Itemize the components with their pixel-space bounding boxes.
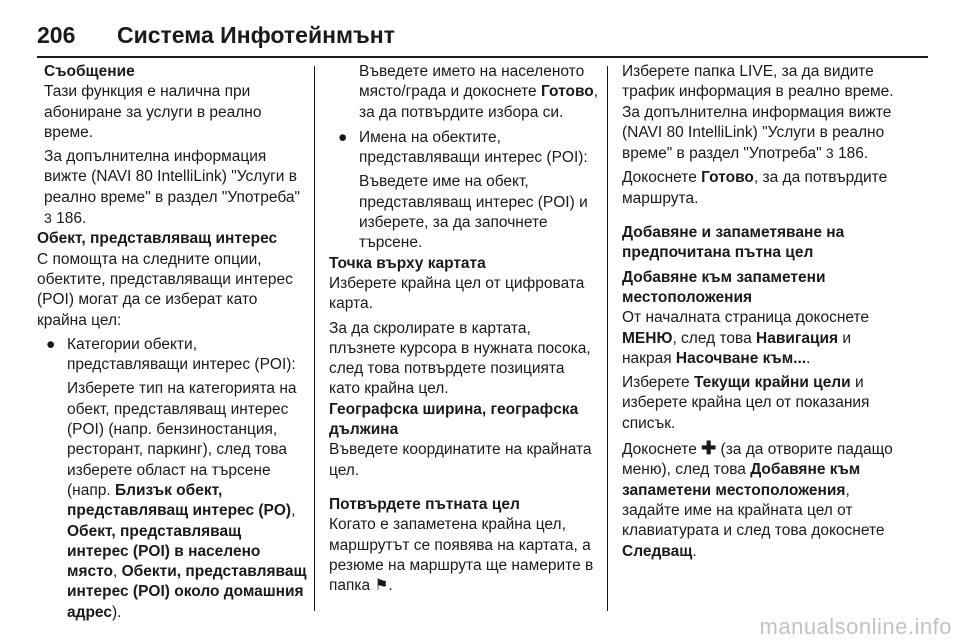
column-1 [37, 62, 307, 623]
text: и изберете крайна цел от показания списък. [622, 374, 870, 432]
current-destinations-label: Текущи крайни цели [693, 374, 851, 392]
paragraph [622, 168, 897, 209]
section-heading-confirm: Потвърдете пътната цел [329, 495, 520, 513]
done-label: Готово [541, 83, 594, 101]
bullet-title: Имена на обектите, представляващи интерес (POI): [359, 128, 588, 167]
page-header [37, 22, 395, 56]
paragraph: Изберете крайна цел от цифровата карта. [329, 274, 585, 313]
paragraph [622, 438, 897, 562]
flag-icon: ⚑ [374, 577, 389, 595]
text: Изберете тип на категорията на обект, представляващ интерес (POI) (напр. бензиностанция, ресторант, паркинг), след това изберете област на търсене (напр. [67, 380, 297, 499]
paragraph: За да скролирате в картата, плъзнете курсора в нужната посока, след това потвърдете позицията като крайна цел. [329, 319, 591, 398]
text: Въведете името на населеното място/града и докоснете [359, 63, 585, 101]
text: Изберете папка LIVE, за да видите трафик информация в реално време. За допълнителна информация вижте (NAVI 80 IntelliLink) "Услуги в реално време" в раздел "Употреба" [622, 63, 894, 163]
section-heading-map-point: Точка върху картата [329, 254, 486, 272]
bullet-continuation [329, 62, 599, 123]
paragraph [622, 373, 897, 434]
paragraph: Въведете координатите на крайната цел. [329, 441, 592, 479]
option-city: Обект, представляващ интерес (POI) в населено място [67, 522, 261, 581]
text: От началната страница докоснете [622, 309, 870, 327]
bullet-item [37, 335, 307, 623]
paragraph [622, 308, 897, 369]
section-heading-favourite: Добавяне и запаметяване на предпочитана пътна цел [622, 224, 845, 262]
text: Докоснете [622, 441, 702, 459]
text: ). [111, 603, 122, 621]
destination-label: Насочване към... [675, 349, 807, 367]
bullet-dot-icon: ● [338, 128, 348, 146]
text: . [388, 577, 393, 595]
bullet-item [329, 128, 599, 254]
paragraph [622, 62, 897, 164]
next-label: Следващ [622, 542, 693, 560]
bullet-title: Категории обекти, представляващи интерес (POI): [67, 335, 296, 374]
text: , задайте име на крайната цел от клавиатурата и след това докоснете [622, 481, 885, 540]
text: , след това [672, 329, 757, 347]
paragraph: Тази функция е налична при абониране за услуги в реално време. [44, 83, 262, 141]
navigation-label: Навигация [756, 329, 839, 347]
column-divider-1 [314, 66, 315, 611]
text: , за да потвърдите маршрута. [622, 169, 888, 207]
bullet-text: Въведете име на обект, представляващ интерес (POI) и изберете, за да започнете търсене. [359, 173, 588, 252]
text: Докоснете [622, 169, 702, 187]
text: 186. [51, 210, 87, 228]
paragraph [329, 515, 599, 596]
page-ref-arrow-icon: 3 [825, 145, 834, 162]
bullet-text [67, 379, 307, 623]
plus-icon: ✚ [701, 438, 717, 459]
bullet-dot-icon: ● [46, 335, 56, 353]
done-label: Готово [701, 169, 754, 187]
page-ref-arrow-icon: 3 [44, 210, 52, 227]
text: и накрая [622, 329, 852, 367]
option-home: Обекти, представляващ интерес (POI) около домашния адрес [67, 563, 307, 621]
header-rule [37, 56, 928, 58]
text: Изберете [622, 374, 694, 392]
text: . [692, 542, 697, 560]
text: 186. [833, 145, 869, 163]
section-heading-add-saved: Добавяне към запаметени местоположения [622, 268, 826, 306]
page-number: 206 [37, 22, 76, 48]
text: (за да отворите падащо меню), след това [622, 441, 893, 479]
section-heading-poi: Обект, представляващ интерес [37, 230, 278, 248]
section-heading-messages: Съобщение [44, 63, 135, 80]
text: . [806, 349, 811, 367]
page-title: Система Инфотейнмънт [117, 22, 395, 48]
column-2 [329, 62, 599, 596]
watermark: manualsonline.info [759, 614, 952, 639]
add-to-saved-label: Добавяне към запаметени местоположения [622, 461, 861, 499]
menu-label: МЕНЮ [622, 329, 673, 347]
text: , [291, 502, 296, 520]
option-near: Близък обект, представляващ интерес (PO) [67, 481, 292, 520]
section-heading-geo: Географска ширина, географска дължина [329, 400, 579, 439]
text: , [113, 563, 122, 581]
text: , за да потвърдите избора си. [359, 83, 599, 121]
text: За допълнителна информация вижте (NAVI 80 IntelliLink) "Услуги в реално време" в раздел "Употреба" [44, 148, 300, 206]
paragraph: С помощта на следните опции, обектите, представляващи интерес (POI) могат да се изберат като крайна цел: [37, 250, 293, 329]
paragraph [359, 62, 599, 123]
column-divider-2 [607, 66, 608, 611]
column-3 [622, 62, 897, 562]
text: Когато е запаметена крайна цел, маршрутът се появява на картата, а резюме на маршрута ще намерите в папка [329, 516, 594, 595]
paragraph [37, 147, 307, 229]
